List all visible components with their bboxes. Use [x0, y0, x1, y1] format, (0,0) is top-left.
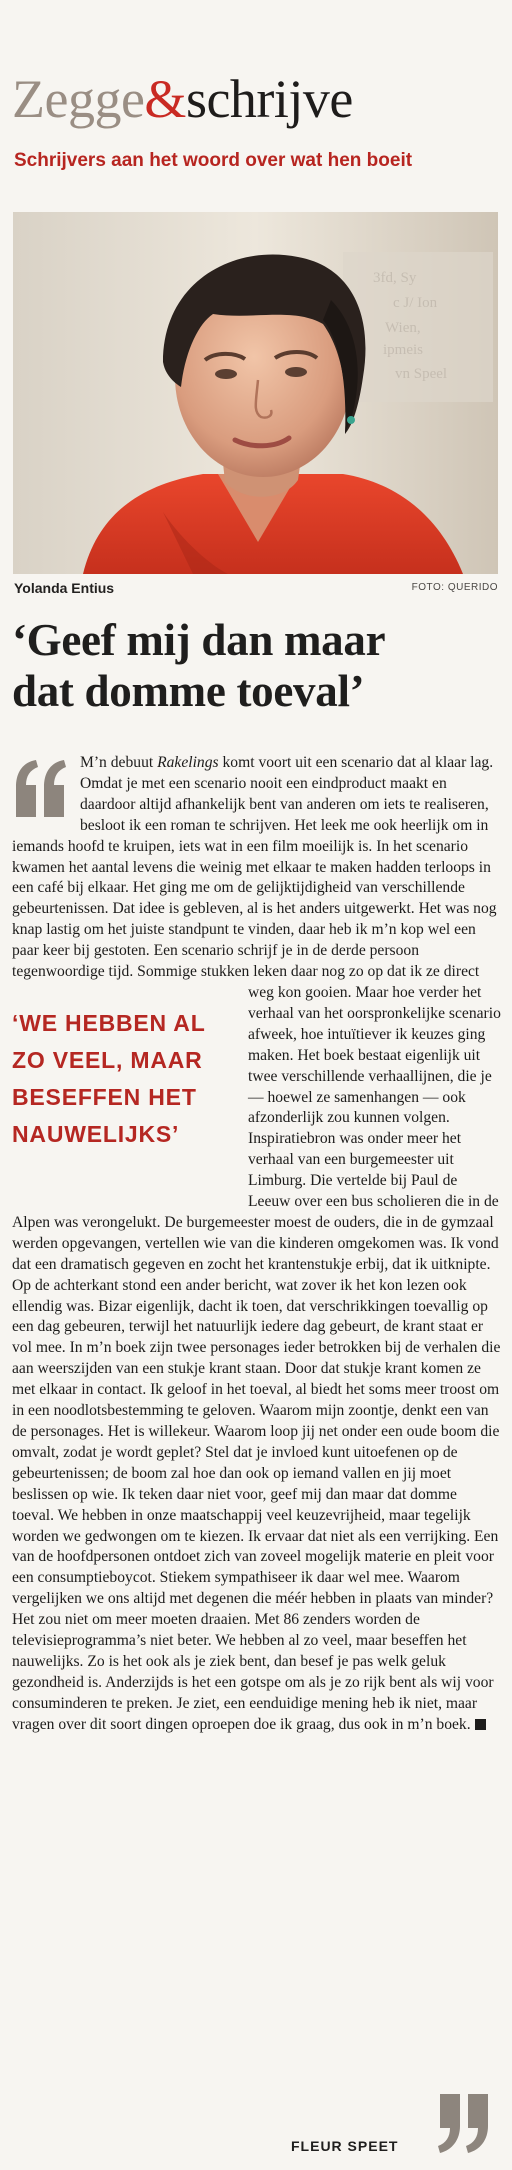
book-title: Rakelings [157, 754, 219, 771]
author-byline: FLEUR SPEET [291, 2138, 399, 2154]
article-body [12, 753, 502, 1736]
pull-quote: ‘WE HEBBEN AL ZO VEEL, MAAR BESEFFEN HET NAUWELIJKS’ [12, 1009, 206, 1147]
masthead-title [12, 69, 353, 129]
masthead-ampersand: & [144, 69, 186, 129]
end-of-article-square-icon [475, 1719, 486, 1730]
svg-text:ipmeis: ipmeis [383, 342, 423, 358]
svg-text:3fd, Sy: 3fd, Sy [373, 270, 417, 286]
masthead [12, 69, 353, 132]
close-quote-icon [436, 2094, 496, 2160]
headline-line-2: dat domme toeval’ [12, 666, 365, 716]
masthead-subtitle: Schrijvers aan het woord over wat hen boeit [14, 150, 413, 171]
intro-text: M’n debuut [80, 754, 158, 771]
photo-credit: FOTO: QUERIDO [411, 582, 498, 593]
body-text-part-1: komt voort uit een scenario dat al klaar lag. Omdat je met een scenario nooit een eindproduct maakt en daardoor altijd afhankelijk bent van anderen om iets te realiseren, besloot ik een roman te schrijven. Het leek me ook heerlijk om in iemands hoofd te kruipen, iets wat in een film moeilijk is. In het scenario kwamen het aantal levens die weinig met elkaar te maken hadden terloops in een café bij elkaar. Het ging me om de gelijktijdigheid van verschillende gebeurtenissen. Dat idee is gebleven, al is het anders uitgewerkt. Het was nog knap lastig om het juiste standpunt te vinden, daar heb ik m’n kop wel een paar keer bij gestoten. Een scenario schrijf je in de derde persoon tegenwoordige tijd. Sommige stukken leken daar nog zo op dat ik ze direct weg kon gooien. [12, 754, 497, 1001]
body-text-part-2: Maar hoe verder het verhaal van het oorspronkelijke scenario afweek, hoe intuïtiever ik keuzes ging maken. Het boek bestaat eigenlijk uit twee verschillende verhaallijnen, die je — hoewel ze samenhangen — ook afzonderlijk zou kunnen volgen. Inspiratiebron was onder meer het verhaal van een burgemeester uit Limburg. Die vertelde bij Paul de Leeuw over een bus scholieren die in de Alpen was verongelukt. De burgemeester moest de ouders, die in de gymzaal werden opgevangen, vertellen wie van die kinderen omgekomen was. Ik vond dat een dramatisch gegeven en zocht het krantenstukje erbij, dat ik uitknipte. Op de achterkant stond een ander bericht, wat zover ik het kon lezen ook ellendig was. Bizar eigenlijk, dacht ik toen, dat verschrikkingen toevallig op een dag gebeuren, terwijl het natuurlijk iedere dag gebeurt, de krant staat er vol mee. In m’n boek zijn twee personages ieder betrokken bij de verhalen die aan weerszijden van een stukje krant staan. Door dat stukje krant komen ze met elkaar in contact. Ik geloof in het toeval, al biedt het soms meer troost om in een noodlotsbestemming te geloven. Waarom mijn zoontje, denkt een van de personages. Het is willekeur. Waarom loop jij net onder een oude boom die omvalt, zodat je wordt geplet? Stel dat je invloed kunt uitoefenen op de gebeurtenissen; de boom zal hoe dan ook op iemand vallen en jij moet beslissen op wie. Ik teken daar niet voor, geef mij dan maar dat domme toeval. We hebben in onze maatschappij veel keuzevrijheid, maar tegelijk worden we gedwongen om te kiezen. Ik ervaar dat niet als een verrijking. Een van de hoofdpersonen ontdoet zich van zoveel mogelijk materie en pleit voor een consumptieboycot. Stiekem sympathiseer ik daar wel mee. Waarom vergelijken we ons altijd met degenen die méér hebben in plaats van minder? Het zou niet om meer moeten draaien. Met 86 zenders worden de televisieprogramma’s niet beter. We hebben al zo veel, maar beseffen het nauwelijks. Zo is het ook als je ziek bent, dan besef je pas welk geluk gezondheid is. Anderzijds is het een gotspe om als je zo rijk bent als wij voor consuminderen te preken. Je ziet, een eenduidige mening heb ik niet, maar vragen over dit soort dingen oproepen doe ik graag, dus ook in m’n boek. [12, 983, 501, 1733]
svg-text:vn Speel: vn Speel [395, 366, 448, 382]
open-quote-icon [12, 759, 72, 825]
headline-line-1: ‘Geef mij dan maar [12, 615, 386, 665]
masthead-title-part2: schrijve [185, 69, 353, 129]
svg-text:c J/ Ion: c J/ Ion [393, 295, 438, 311]
masthead-title-part1: Zegge [12, 69, 145, 129]
svg-text:Wien,: Wien, [385, 320, 421, 336]
author-portrait-photo [13, 212, 498, 574]
article-headline [12, 615, 502, 717]
photo-caption-name: Yolanda Entius [14, 580, 115, 596]
